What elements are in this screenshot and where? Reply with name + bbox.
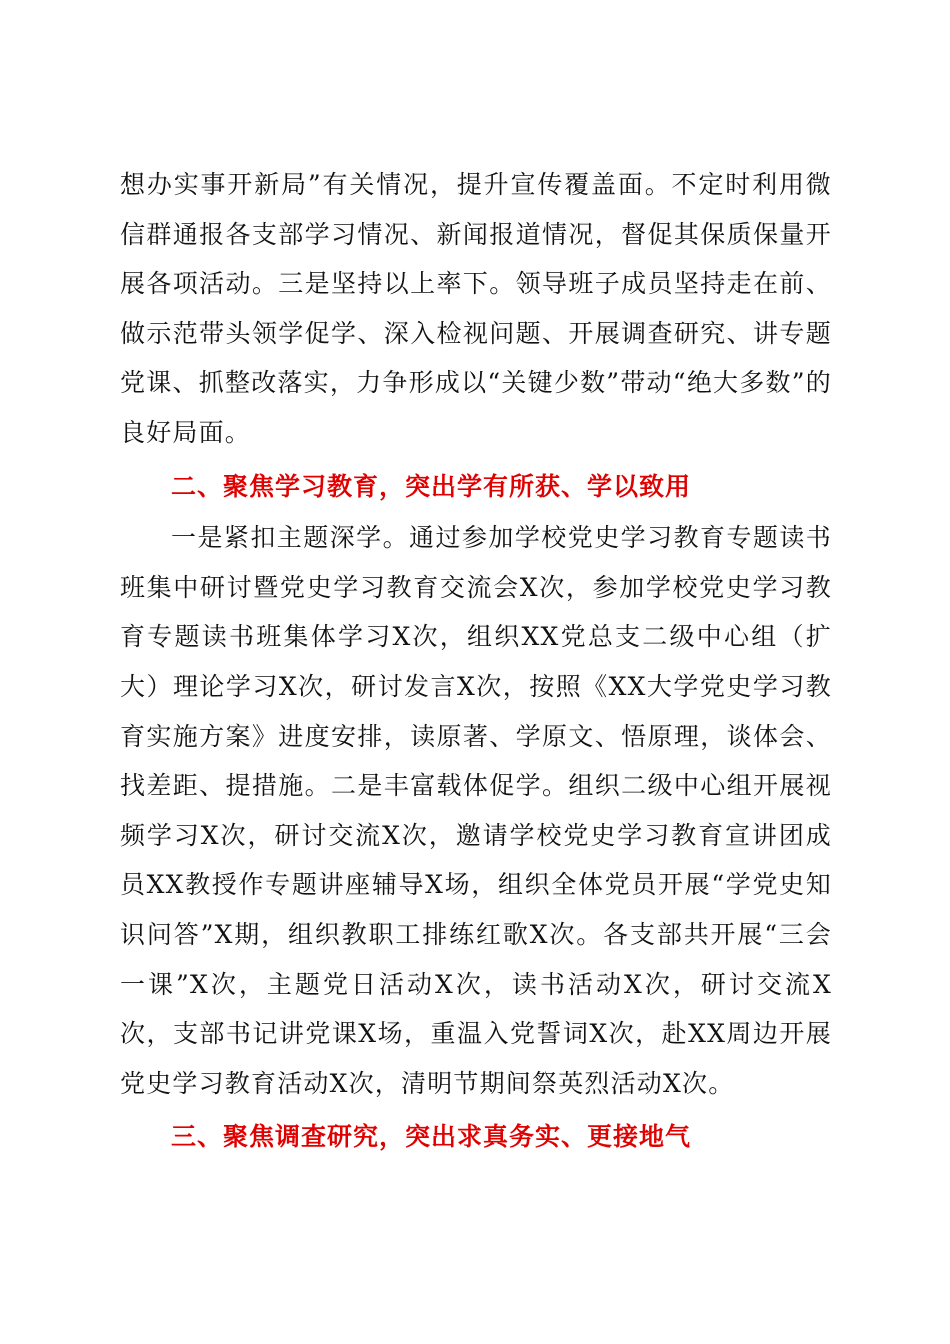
document-body <box>120 160 832 1162</box>
section-heading-3: 三、聚焦调查研究，突出求真务实、更接地气 <box>171 1122 692 1152</box>
paragraph-study-education: 一是紧扣主题深学。通过参加学校党史学习教育专题读书班集中研讨暨党史学习教育交流会X次，参加学校党史学习教育专题读书班集体学习X次，组织XX党总支二级中心组（扩大）理论学习X次，研讨发言X次，按照《XX大学党史学习教育实施方案》进度安排，读原著、学原文、悟原理，谈体会、找差距、提措施。二是丰富载体促学。组织二级中心组开展视频学习X次，研讨交流X次，邀请学校党史学习教育宣讲团成员XX教授作专题讲座辅导X场，组织全体党员开展“学党史知识问答”X期，组织教职工排练红歌X次。各支部共开展“三会一课”X次，主题党日活动X次，读书活动X次，研讨交流X次，支部书记讲党课X场，重温入党誓词X次，赴XX周边开展党史学习教育活动X次，清明节期间祭英烈活动X次。 <box>120 523 832 1098</box>
paragraph-continued: 想办实事开新局”有关情况，提升宣传覆盖面。不定时利用微信群通报各支部学习情况、新闻报道情况，督促其保质保量开展各项活动。三是坚持以上率下。领导班子成员坚持走在前、做示范带头领学促学、深入检视问题、开展调查研究、讲专题党课、抓整改落实，力争形成以“关键少数”带动“绝大多数”的良好局面。 <box>120 170 832 447</box>
section-heading-2: 二、聚焦学习教育，突出学有所获、学以致用 <box>171 471 692 501</box>
